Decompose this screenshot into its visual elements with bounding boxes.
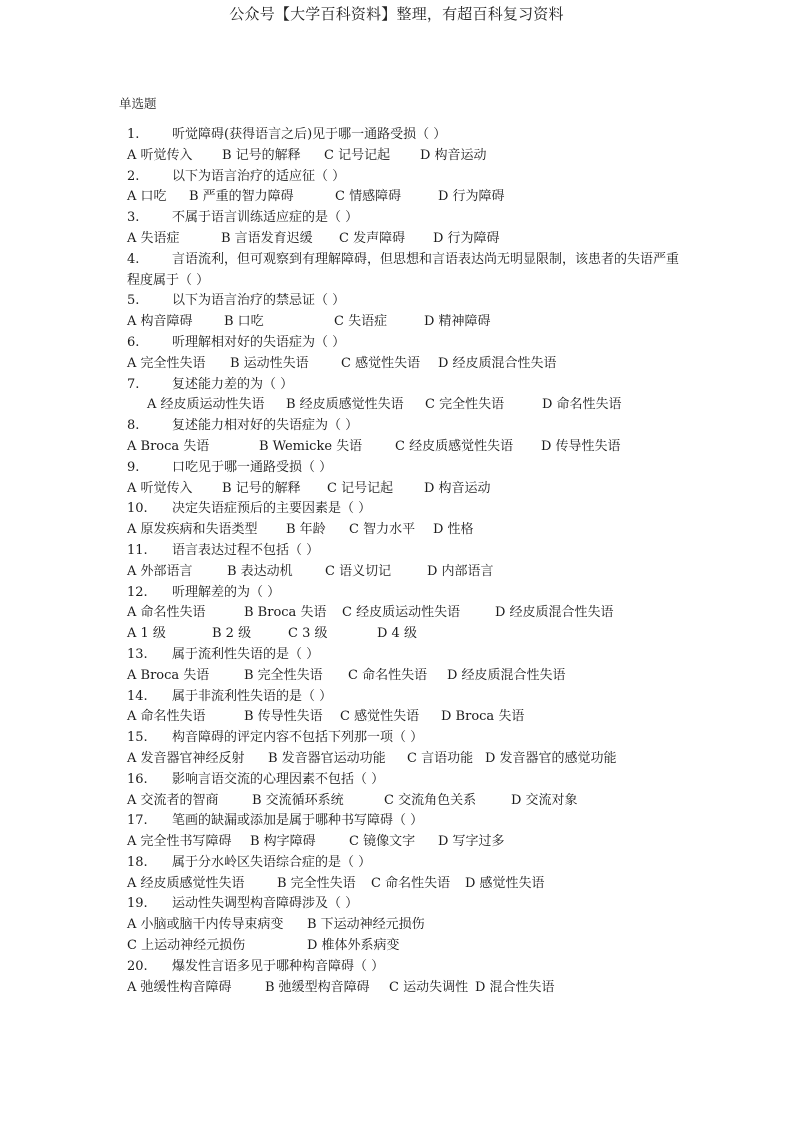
- question-text: 以下为语言治疗的禁忌证（ ）: [172, 293, 346, 309]
- answer-option: B 记号的解释: [222, 147, 301, 163]
- question-stem: [127, 416, 687, 437]
- answer-option: C 智力水平: [349, 522, 416, 538]
- question-stem: [127, 499, 687, 520]
- options-row: [127, 187, 687, 208]
- answer-option: A 经皮质运动性失语: [147, 397, 265, 413]
- question-text: 复述能力差的为（ ）: [172, 376, 294, 392]
- answer-option: B 完全性失语: [277, 875, 356, 891]
- question-number: 3.: [127, 210, 140, 226]
- answer-option: A Broca 失语: [127, 438, 210, 454]
- answer-option: B 2 级: [212, 626, 252, 642]
- question-number: 10.: [127, 501, 148, 517]
- answer-option: A Broca 失语: [127, 667, 210, 683]
- question-text: 影响言语交流的心理因素不包括（ ）: [172, 771, 385, 787]
- answer-option: A 构音障碍: [127, 314, 193, 330]
- question-text: 属于分水岭区失语综合症的是（ ）: [172, 854, 372, 870]
- page-header-banner: 公众号【大学百科资料】整理，有超百科复习资料: [229, 5, 564, 23]
- answer-option: C 经皮质感觉性失语: [395, 438, 514, 454]
- answer-option: C 感觉性失语: [341, 355, 421, 371]
- question-number: 14.: [127, 688, 148, 704]
- options-row: [127, 520, 687, 541]
- question-number: 7.: [127, 376, 140, 392]
- options-row: [127, 791, 687, 812]
- answer-option: B 言语发育迟缓: [221, 230, 313, 246]
- question-stem: [127, 957, 687, 978]
- question-number: 16.: [127, 771, 148, 787]
- answer-option: A 听觉传入: [127, 480, 193, 496]
- answer-option: A 命名性失语: [127, 605, 206, 621]
- options-row: [127, 915, 687, 936]
- answer-option: C 镜像文字: [349, 834, 416, 850]
- question-number: 18.: [127, 854, 148, 870]
- options-row: [127, 832, 687, 853]
- answer-option: B 表达动机: [227, 563, 293, 579]
- answer-option: C 3 级: [288, 626, 328, 642]
- question-number: 8.: [127, 418, 140, 434]
- answer-option: D 性格: [433, 522, 474, 538]
- options-row: [127, 479, 687, 500]
- question-stem: [127, 125, 687, 146]
- question-text: 听理解相对好的失语症为（ ）: [172, 334, 346, 350]
- options-row: [127, 395, 687, 416]
- answer-option: B Wemicke 失语: [259, 438, 363, 454]
- question-number: 17.: [127, 813, 148, 829]
- question-text: 以下为语言治疗的适应征（ ）: [172, 168, 346, 184]
- answer-option: D 交流对象: [511, 792, 578, 808]
- options-row: [127, 874, 687, 895]
- answer-option: D 写字过多: [438, 834, 505, 850]
- question-stem: [127, 208, 687, 229]
- question-text: 复述能力相对好的失语症为（ ）: [172, 418, 359, 434]
- answer-option: D 行为障碍: [438, 189, 505, 205]
- answer-option: A 原发疾病和失语类型: [127, 522, 258, 538]
- answer-option: B 运动性失语: [230, 355, 309, 371]
- answer-option: A 小脑或脑干内传导束病变: [127, 917, 284, 933]
- answer-option: A 1 级: [127, 626, 166, 642]
- question-text: 言语流利，但可观察到有理解障碍，但思想和言语表达尚无明显限制，该患者的失语严重程度属于（ ）: [127, 251, 680, 288]
- question-text: 运动性失调型构音障碍涉及（ ）: [172, 896, 359, 912]
- answer-option: C 完全性失语: [425, 397, 505, 413]
- answer-option: A 命名性失语: [127, 709, 206, 725]
- options-row: [127, 312, 687, 333]
- options-row: [127, 562, 687, 583]
- answer-option: A 完全性书写障碍: [127, 834, 232, 850]
- answer-option: A 经皮质感觉性失语: [127, 875, 245, 891]
- answer-option: C 语义切记: [325, 563, 392, 579]
- answer-option: D 经皮质混合性失语: [447, 667, 566, 683]
- answer-option: B 完全性失语: [244, 667, 323, 683]
- question-stem: [127, 375, 687, 396]
- question-number: 12.: [127, 584, 148, 600]
- question-text: 听理解差的为（ ）: [172, 584, 281, 600]
- question-stem: [127, 167, 687, 188]
- answer-option: C 情感障碍: [335, 189, 402, 205]
- answer-option: C 经皮质运动性失语: [342, 605, 461, 621]
- options-row: [127, 146, 687, 167]
- answer-option: C 感觉性失语: [340, 709, 420, 725]
- answer-option: C 上运动神经元损伤: [127, 938, 246, 954]
- answer-option: A 听觉传入: [127, 147, 193, 163]
- question-number: 5.: [127, 293, 140, 309]
- answer-option: A 发音器官神经反射: [127, 750, 245, 766]
- section-title: 单选题: [119, 96, 157, 111]
- answer-option: A 失语症: [127, 230, 180, 246]
- options-row: [127, 437, 687, 458]
- answer-option: A 完全性失语: [127, 355, 206, 371]
- answer-option: C 失语症: [334, 314, 388, 330]
- question-text: 属于流利性失语的是（ ）: [172, 646, 320, 662]
- answer-option: B 构字障碍: [250, 834, 316, 850]
- question-stem: [127, 853, 687, 874]
- question-stem: [127, 645, 687, 666]
- options-row: [127, 603, 687, 624]
- question-text: 决定失语症预后的主要因素是（ ）: [172, 501, 372, 517]
- answer-option: B 口吃: [224, 314, 264, 330]
- question-text: 不属于语言训练适应症的是（ ）: [172, 210, 359, 226]
- options-row: [127, 666, 687, 687]
- answer-option: B 传导性失语: [244, 709, 323, 725]
- question-number: 20.: [127, 958, 148, 974]
- answer-option: B 下运动神经元损伤: [307, 917, 425, 933]
- answer-option: C 发声障碍: [339, 230, 406, 246]
- question-stem: [127, 333, 687, 354]
- question-number: 9.: [127, 459, 140, 475]
- question-number: 4.: [127, 251, 140, 267]
- question-number: 2.: [127, 168, 140, 184]
- question-stem: [127, 811, 687, 832]
- options-row: [127, 707, 687, 728]
- answer-option: B Broca 失语: [244, 605, 327, 621]
- answer-option: D 内部语言: [427, 563, 494, 579]
- question-text: 口吃见于哪一通路受损（ ）: [172, 459, 333, 475]
- answer-option: D 构音运动: [420, 147, 487, 163]
- answer-option: B 弛缓型构音障碍: [265, 979, 370, 995]
- answer-option: D Broca 失语: [441, 709, 525, 725]
- question-text: 笔画的缺漏或添加是属于哪种书写障碍（ ）: [172, 813, 424, 829]
- question-stem: [127, 770, 687, 791]
- options-row: [127, 936, 687, 957]
- answer-option: D 混合性失语: [475, 979, 555, 995]
- answer-option: C 运动失调性: [389, 979, 469, 995]
- question-stem: [127, 541, 687, 562]
- answer-option: D 经皮质混合性失语: [438, 355, 557, 371]
- question-stem: [127, 458, 687, 479]
- options-row: [127, 624, 687, 645]
- answer-option: A 口吃: [127, 189, 167, 205]
- answer-option: D 命名性失语: [542, 397, 622, 413]
- question-stem: [127, 687, 687, 708]
- answer-option: D 传导性失语: [541, 438, 621, 454]
- answer-option: C 言语功能: [407, 750, 474, 766]
- answer-option: C 记号记起: [327, 480, 394, 496]
- answer-option: B 记号的解释: [222, 480, 301, 496]
- answer-option: C 记号记起: [324, 147, 391, 163]
- question-number: 13.: [127, 646, 148, 662]
- answer-option: D 感觉性失语: [465, 875, 545, 891]
- answer-option: D 精神障碍: [424, 314, 491, 330]
- question-number: 11.: [127, 542, 148, 558]
- answer-option: D 椎体外系病变: [307, 938, 400, 954]
- question-number: 19.: [127, 896, 148, 912]
- question-stem: [127, 583, 687, 604]
- answer-option: C 交流角色关系: [384, 792, 477, 808]
- answer-option: D 行为障碍: [433, 230, 500, 246]
- question-text: 属于非流利性失语的是（ ）: [172, 688, 333, 704]
- answer-option: A 弛缓性构音障碍: [127, 979, 232, 995]
- answer-option: A 交流者的智商: [127, 792, 219, 808]
- question-text: 语言表达过程不包括（ ）: [172, 542, 320, 558]
- answer-option: B 交流循环系统: [252, 792, 344, 808]
- question-number: 6.: [127, 334, 140, 350]
- question-text: 听觉障碍(获得语言之后)见于哪一通路受损（ ）: [172, 127, 447, 142]
- answer-option: C 命名性失语: [348, 667, 428, 683]
- answer-option: D 发音器官的感觉功能: [485, 750, 617, 766]
- answer-option: A 外部语言: [127, 563, 193, 579]
- question-stem: [127, 728, 687, 749]
- question-stem: [127, 250, 683, 292]
- options-row: [127, 978, 687, 999]
- answer-option: D 经皮质混合性失语: [495, 605, 614, 621]
- options-row: [127, 354, 687, 375]
- options-row: [127, 229, 687, 250]
- question-stem: [127, 291, 687, 312]
- answer-option: B 经皮质感觉性失语: [286, 397, 404, 413]
- answer-option: C 命名性失语: [371, 875, 451, 891]
- question-text: 构音障碍的评定内容不包括下列那一项（ ）: [172, 730, 424, 746]
- options-row: [127, 749, 687, 770]
- answer-option: B 严重的智力障碍: [189, 189, 294, 205]
- answer-option: D 构音运动: [424, 480, 491, 496]
- answer-option: D 4 级: [377, 626, 417, 642]
- question-number: 15.: [127, 730, 148, 746]
- answer-option: B 年龄: [286, 522, 326, 538]
- question-number: 1.: [127, 127, 140, 142]
- question-text: 爆发性言语多见于哪种构音障碍（ ）: [172, 958, 385, 974]
- question-list: [127, 125, 687, 998]
- answer-option: B 发音器官运动功能: [268, 750, 386, 766]
- question-stem: [127, 894, 687, 915]
